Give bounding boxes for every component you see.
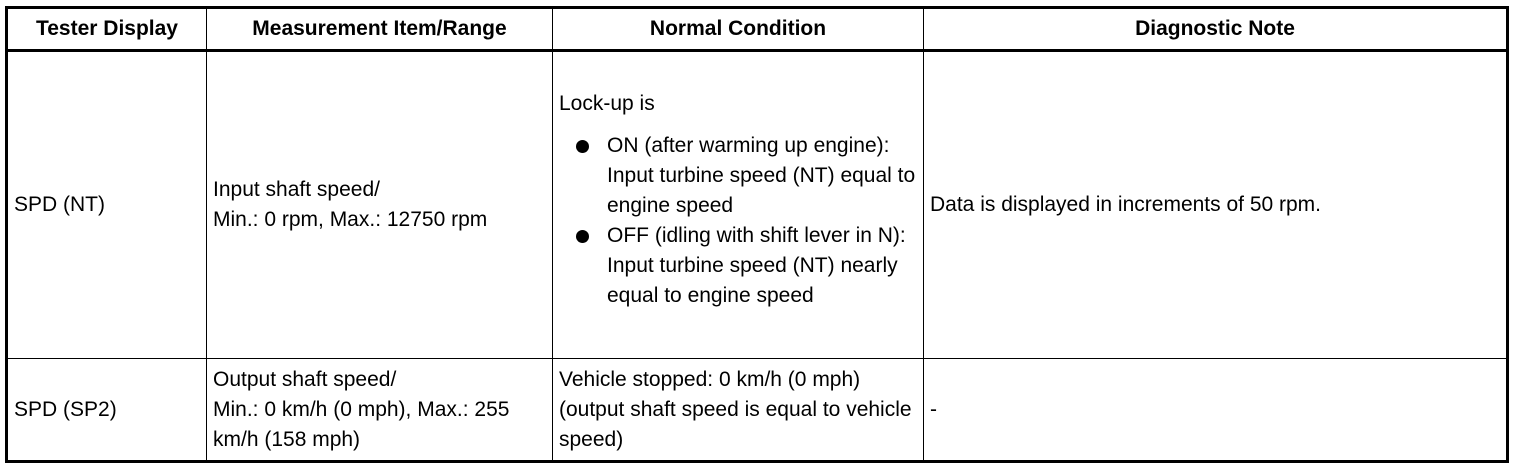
condition-list xyxy=(559,131,917,311)
header-diagnostic-note: Diagnostic Note xyxy=(924,8,1508,51)
table-row xyxy=(7,359,1508,462)
condition-text: ON (after warming up engine): Input turbine speed (NT) equal to engine speed xyxy=(607,134,916,217)
table-header-row xyxy=(7,8,1508,51)
diagnostic-note-cell: - xyxy=(924,359,1508,462)
header-normal-condition: Normal Condition xyxy=(553,8,924,51)
bullet-icon xyxy=(576,140,589,153)
diagnostic-note-cell: Data is displayed in increments of 50 rpm. xyxy=(924,51,1508,359)
measurement-item: Output shaft speed/ xyxy=(213,367,397,391)
condition-intro: Lock-up is xyxy=(559,92,655,115)
normal-condition-cell: Vehicle stopped: 0 km/h (0 mph) (output shaft speed is equal to vehicle speed) xyxy=(553,359,924,462)
table-row xyxy=(7,51,1508,359)
measurement-cell xyxy=(207,359,553,462)
header-measurement-item: Measurement Item/Range xyxy=(207,8,553,51)
list-item xyxy=(559,221,917,311)
tester-display-cell: SPD (SP2) xyxy=(7,359,207,462)
normal-condition-cell xyxy=(553,51,924,359)
data-list-table xyxy=(5,6,1509,463)
header-tester-display: Tester Display xyxy=(7,8,207,51)
measurement-range: Min.: 0 km/h (0 mph), Max.: 255 km/h (158 mph) xyxy=(213,397,510,451)
bullet-icon xyxy=(576,230,589,243)
measurement-cell xyxy=(207,51,553,359)
list-item xyxy=(559,131,917,221)
tester-display-cell: SPD (NT) xyxy=(7,51,207,359)
measurement-range: Min.: 0 rpm, Max.: 12750 rpm xyxy=(213,208,488,231)
condition-text: OFF (idling with shift lever in N): Input turbine speed (NT) nearly equal to engine speed xyxy=(607,224,906,307)
measurement-item: Input shaft speed/ xyxy=(213,178,380,201)
